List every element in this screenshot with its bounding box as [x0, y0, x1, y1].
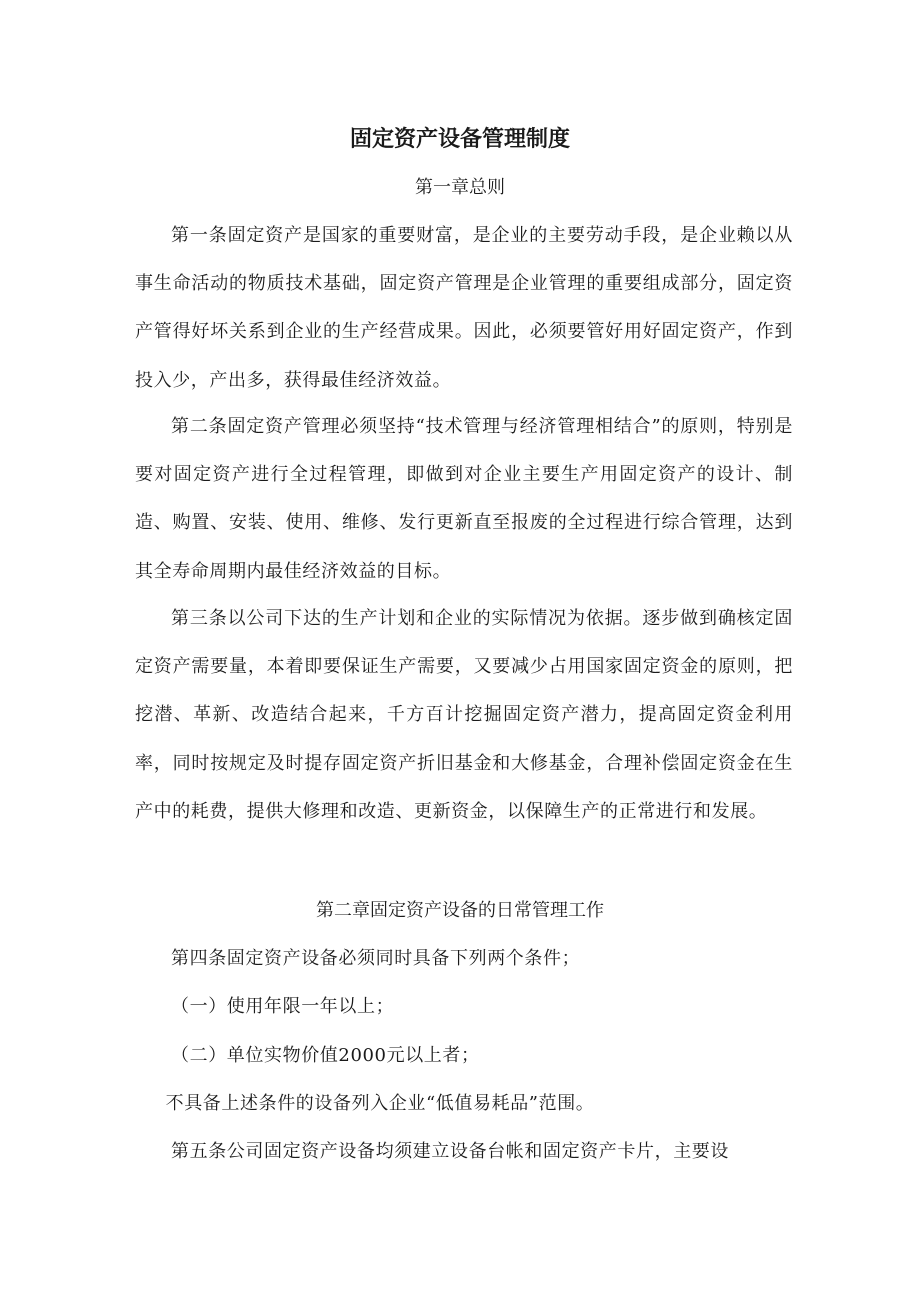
article-1-paragraph: 第一条固定资产是国家的重要财富，是企业的主要劳动手段，是企业赖以从事生命活动的物质技术基础，固定资产管理是企业管理的重要组成部分，固定资产管得好坏关系到企业的生产经营成果。因此，必须要管好用好固定资产，作到投入少，产出多，获得最佳经济效益。: [135, 225, 793, 391]
condition-2-item: （二）单位实物价值2000元以上者；: [171, 1045, 480, 1066]
article-4-paragraph: 第四条固定资产设备必须同时具备下列两个条件；: [171, 948, 581, 969]
condition-1-item: （一）使用年限一年以上；: [171, 996, 395, 1017]
chapter-1-heading: 第一章总则: [415, 177, 505, 198]
article-2-paragraph: 第二条固定资产管理必须坚持“技术管理与经济管理相结合”的原则，特别是要对固定资产进行全过程管理，即做到对企业主要生产用固定资产的设计、制造、购置、安装、使用、维修、发行更新直至报废的全过程进行综合管理，达到其全寿命周期内最佳经济效益的目标。: [135, 416, 793, 582]
document-title: 固定资产设备管理制度: [349, 127, 570, 152]
article-5-paragraph: 第五条公司固定资产设备均须建立设备台帐和固定资产卡片，主要设: [171, 1141, 729, 1162]
chapter-2-heading: 第二章固定资产设备的日常管理工作: [316, 900, 604, 921]
article-3-paragraph: 第三条以公司下达的生产计划和企业的实际情况为依据。逐步做到确核定固定资产需要量，本着即要保证生产需要，又要减少占用国家固定资金的原则，把挖潜、革新、改造结合起来，千方百计挖掘固定资产潜力，提高固定资金利用率，同时按规定及时提存固定资产折旧基金和大修基金，合理补偿固定资金在生产中的耗费，提供大修理和改造、更新资金，以保障生产的正常进行和发展。: [135, 608, 793, 822]
low-value-note: 不具备上述条件的设备列入企业“低值易耗品”范围。: [165, 1093, 595, 1114]
